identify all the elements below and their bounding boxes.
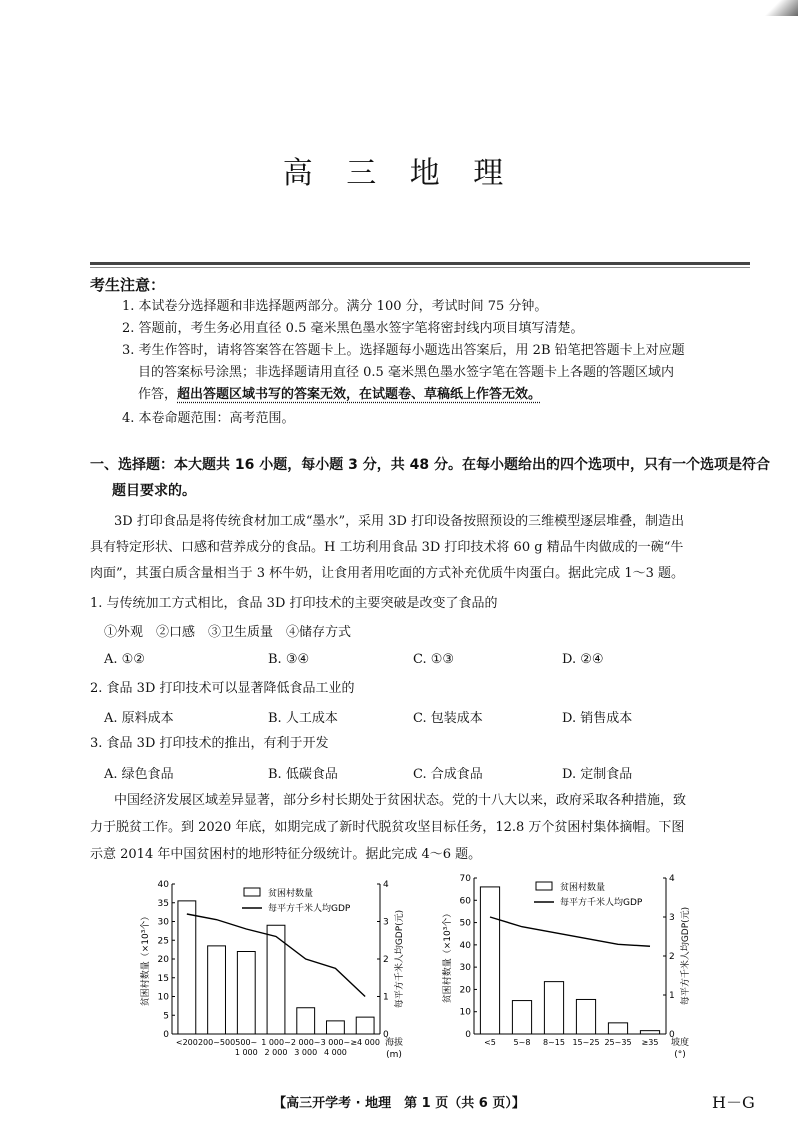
x-axis-unit: (°) [674,1050,686,1060]
q3-option-d: D. 定制食品 [562,767,633,782]
x-tick-label: ≥4 000 [350,1038,380,1047]
q3-option-a: A. 绿色食品 [104,767,174,782]
passage1-line2: 具有特定形状、口感和营养成分的食品。H 工坊利用食品 3D 打印技术将 60 g 精品牛肉做成的一碗“牛 [90,540,684,555]
x-tick-label: 1 000~ [261,1038,291,1047]
q1-stem: 1. 与传统加工方式相比，食品 3D 打印技术的主要突破是改变了食品的 [90,596,498,611]
y-tick-label: 40 [459,940,471,951]
elevation-chart [120,872,420,1072]
y2-tick-label: 3 [383,917,389,928]
q2-option-b: B. 人工成本 [268,711,338,726]
section-heading-line2: 题目要求的。 [112,483,196,499]
y2-tick-label: 0 [669,1030,675,1040]
bar [544,982,563,1034]
q2-option-d: D. 销售成本 [562,711,633,726]
q1-option-d: D. ②④ [562,652,604,667]
y-tick-label: 30 [157,917,169,928]
paper-code: H－G [712,1093,755,1112]
notice-item-2: 2. 答题前，考生务必用直径 0.5 毫米黑色墨水签字笔将密封线内项目填写清楚。 [122,321,584,336]
page-title: 高 三 地 理 [282,156,516,191]
y2-axis-label: 每平方千米人均GDP(元) [395,909,405,1009]
slope-chart [430,872,700,1072]
y2-tick-label: 4 [383,880,389,890]
bar [640,1031,659,1034]
notice-warning: 超出答题区域书写的答案无效，在试题卷、草稿纸上作答无效。 [177,387,542,402]
x-axis-label: 坡度 [670,1038,690,1048]
y2-tick-label: 2 [669,952,675,962]
notice-item-3: 3. 考生作答时，请将答案答在答题卡上。选择题每小题选出答案后，用 2B 铅笔把答题卡上对应题 [122,343,685,358]
q1-option-b: B. ③④ [268,652,310,667]
y-tick-label: 0 [163,1030,169,1040]
notice-item-1: 1. 本试卷分选择题和非选择题两部分。满分 100 分，考试时间 75 分钟。 [122,299,548,314]
bar [178,901,196,1034]
page-corner-shadow [758,0,798,16]
q2-option-c: C. 包装成本 [413,711,483,726]
legend-bar-swatch [536,882,552,890]
x-tick-label: 500~ [235,1038,258,1047]
bar [480,887,499,1034]
passage2-line2: 力于脱贫工作。到 2020 年底，如期完成了新时代脱贫攻坚目标任务，12.8 万个贫困村集体摘帽。下图 [90,820,685,835]
y-tick-label: 70 [459,874,471,884]
x-tick-label: <200 [175,1038,198,1047]
x-tick-label: 8~15 [543,1038,565,1047]
legend-line-label: 每平方千米人均GDP [268,904,351,914]
q2-option-a: A. 原料成本 [104,711,174,726]
passage2-line1: 中国经济发展区域差异显著，部分乡村长期处于贫困状态。党的十八大以来，政府采取各种措施，致 [114,793,687,808]
y-tick-label: 20 [459,985,471,996]
x-tick-label: 3 000 [294,1048,318,1057]
notice-item-4: 4. 本卷命题范围：高考范围。 [122,411,295,426]
y2-tick-label: 2 [383,955,389,965]
bar [208,946,226,1034]
x-tick-label: 2 000~ [290,1038,321,1047]
bar [608,1023,627,1034]
q3-option-c: C. 合成食品 [413,767,483,782]
x-tick-label: 4 000 [323,1048,347,1057]
notice-item-3-cont: 目的答案标号涂黑；非选择题请用直径 0.5 毫米黑色墨水签字笔在答题卡上各题的答题区域内 [138,365,674,380]
x-tick-label: 25~35 [604,1038,632,1047]
gdp-line [490,917,650,946]
legend-bar-label: 贫困村数量 [268,889,314,899]
y-tick-label: 10 [157,992,169,1003]
bar [576,999,595,1034]
legend-bar-swatch [244,888,260,896]
x-tick-label: 1 000 [234,1048,258,1057]
legend-line-label: 每平方千米人均GDP [560,898,643,908]
notice-item-3-prefix: 作答， [138,387,178,402]
x-tick-label: <5 [484,1038,496,1047]
y2-tick-label: 4 [669,874,675,884]
page-footer: 【高三开学考 · 地理 第 1 页（共 6 页）】 [273,1096,525,1111]
y-tick-label: 0 [465,1030,471,1040]
x-tick-label: 5~8 [513,1038,531,1047]
bar [356,1017,374,1034]
y-tick-label: 25 [157,936,169,947]
y-tick-label: 10 [459,1007,471,1018]
notice-item-3-end [138,384,541,406]
y-tick-label: 5 [163,1011,169,1022]
y-tick-label: 30 [459,963,471,974]
passage2-line3: 示意 2014 年中国贫困村的地形特征分级统计。据此完成 4～6 题。 [90,847,482,862]
x-tick-label: 200~500 [197,1038,236,1047]
passage1-line1: 3D 打印食品是将传统食材加工成“墨水”，采用 3D 打印设备按照预设的三维模型逐层堆叠，制造出 [114,514,685,529]
q3-stem: 3. 食品 3D 打印技术的推出，有利于开发 [90,736,329,751]
q1-items: ①外观 ②口感 ③卫生质量 ④储存方式 [104,625,352,640]
q3-option-b: B. 低碳食品 [268,767,338,782]
bar [327,1021,345,1034]
q1-option-c: C. ①③ [413,652,455,667]
y-axis-label: 贫困村数量（×10³个） [443,908,453,1004]
y-tick-label: 50 [459,918,471,929]
header-divider [90,262,750,265]
legend-bar-label: 贫困村数量 [560,883,606,893]
x-tick-label: 15~25 [572,1038,600,1047]
notice-heading: 考生注意： [90,276,166,294]
header-divider-thin [90,267,750,268]
y2-axis-label: 每平方千米人均GDP(元) [681,906,691,1006]
y-tick-label: 40 [157,880,169,890]
section-heading-line1: 一、选择题：本大题共 16 小题，每小题 3 分，共 48 分。在每小题给出的四个选项中，只有一个选项是符合 [90,457,770,473]
x-tick-label: 3 000~ [320,1038,351,1047]
bar [512,1001,531,1034]
passage1-line3: 肉面”，其蛋白质含量相当于 3 杯牛奶，让食用者用吃面的方式补充优质牛肉蛋白。据此完成 1～3 题。 [90,566,684,581]
y-tick-label: 20 [157,955,169,965]
y2-tick-label: 1 [669,991,675,1001]
q2-stem: 2. 食品 3D 打印技术可以显著降低食品工业的 [90,681,355,696]
y-tick-label: 15 [157,973,169,984]
bar [297,1008,315,1034]
y2-tick-label: 0 [383,1030,389,1040]
x-axis-unit: (m) [386,1050,402,1060]
y2-tick-label: 1 [383,992,389,1003]
q1-option-a: A. ①② [104,652,145,667]
x-tick-label: ≥35 [641,1038,659,1047]
y2-tick-label: 3 [669,913,675,923]
bar [237,952,255,1035]
y-axis-label: 贫困村数量（×10³个） [141,911,151,1007]
x-tick-label: 2 000 [264,1048,288,1057]
x-axis-label: 海拔 [384,1038,404,1048]
y-tick-label: 60 [459,896,471,907]
y-tick-label: 35 [157,898,169,909]
